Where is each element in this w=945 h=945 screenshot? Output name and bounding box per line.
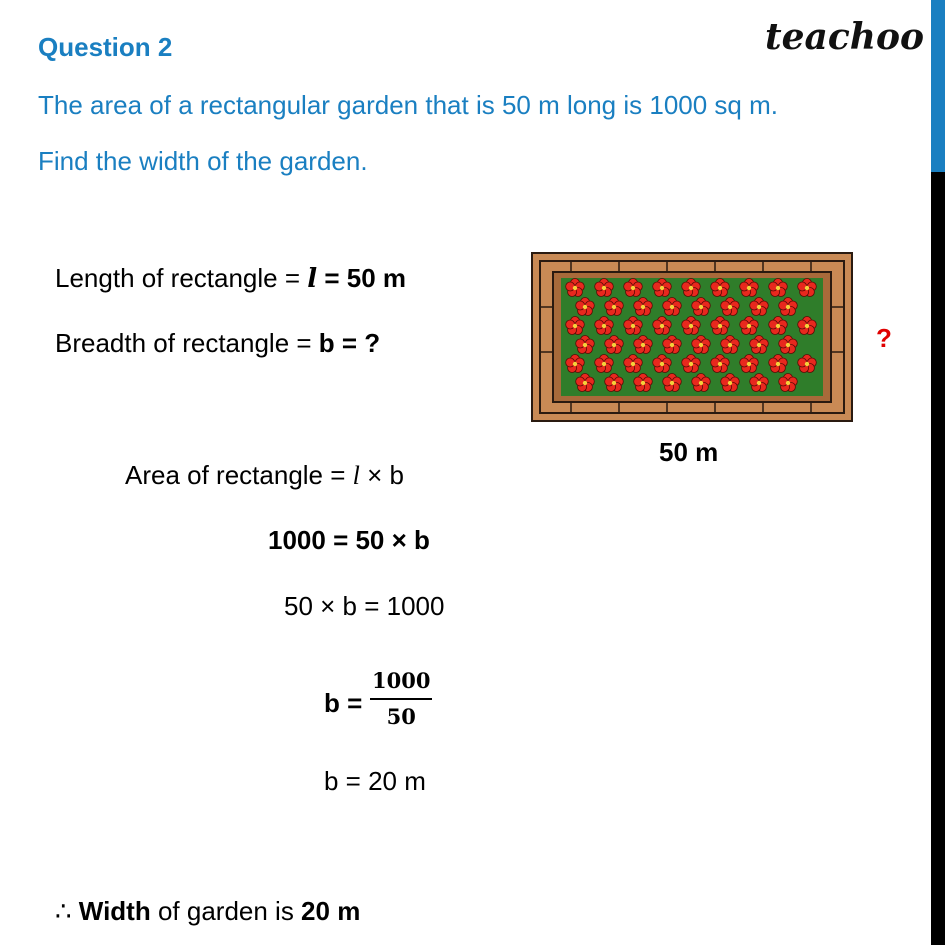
conclusion-value: 20 m xyxy=(301,896,361,926)
conclusion-word: Width xyxy=(78,896,151,926)
garden-illustration xyxy=(531,252,853,422)
area-label: Area of rectangle = xyxy=(125,460,353,490)
breadth-value: b = ? xyxy=(318,328,381,358)
fraction-numerator: 1000 xyxy=(370,668,432,700)
unknown-width-marker: ? xyxy=(876,323,892,353)
conclusion-middle: of garden is xyxy=(150,896,302,926)
length-symbol: l xyxy=(307,264,318,294)
therefore-symbol: ∴ xyxy=(55,896,79,926)
step-2: 50 × b = 1000 xyxy=(284,591,445,621)
length-label: Length of rectangle = xyxy=(55,263,308,293)
breadth-line xyxy=(55,328,380,359)
length-line xyxy=(55,263,406,294)
length-value: = 50 m xyxy=(317,263,407,293)
conclusion xyxy=(55,896,360,927)
question-line-2: Find the width of the garden. xyxy=(38,146,368,176)
step-4: b = 20 m xyxy=(324,766,426,796)
step-3-prefix: b = xyxy=(324,688,363,718)
fraction xyxy=(370,668,432,729)
breadth-label: Breadth of rectangle = xyxy=(55,328,319,358)
sidebar-dark-bar xyxy=(931,172,945,945)
fraction-denominator: 50 xyxy=(386,704,416,729)
question-title: Question 2 xyxy=(38,32,173,62)
garden-graphic xyxy=(531,252,853,422)
sidebar-accent-bar xyxy=(931,0,945,172)
length-dimension-label: 50 m xyxy=(659,437,719,467)
step-1: 1000 = 50 × b xyxy=(268,525,430,555)
area-symbol: l xyxy=(352,461,360,490)
area-formula xyxy=(125,460,404,491)
teachoo-logo: teachoo xyxy=(765,16,924,58)
area-rest: × b xyxy=(359,460,404,490)
question-line-1: The area of a rectangular garden that is 50 m long is 1000 sq m. xyxy=(38,90,778,120)
